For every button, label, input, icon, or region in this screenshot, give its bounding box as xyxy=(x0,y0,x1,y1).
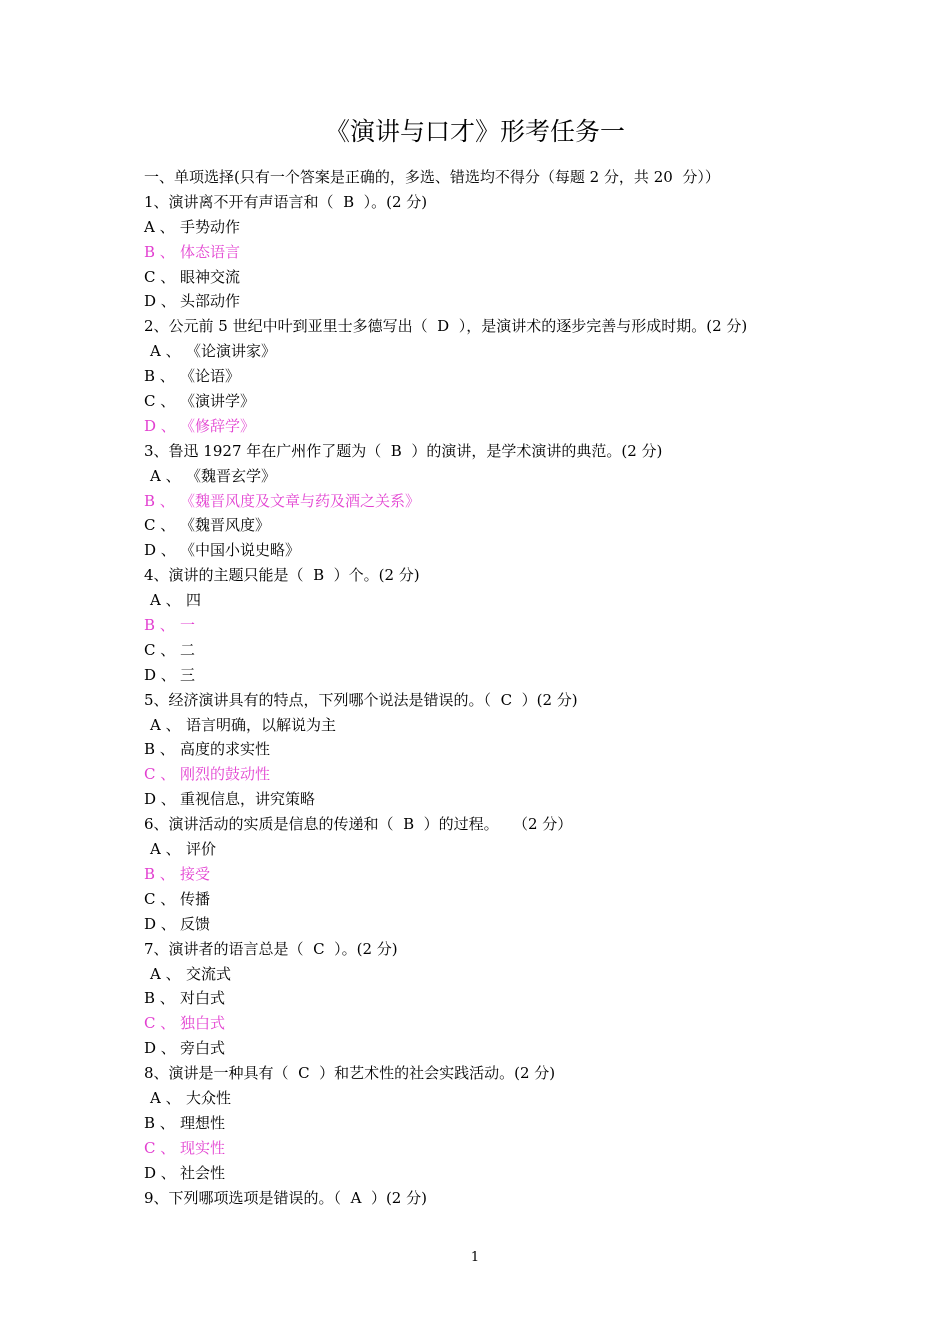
option-text: 《魏晋风度及文章与药及酒之关系》 xyxy=(180,491,421,510)
answer-option xyxy=(144,1036,864,1061)
answer-option xyxy=(144,638,864,663)
option-text: 《中国小说史略》 xyxy=(180,541,301,560)
option-label: C 、 xyxy=(144,640,176,659)
page-number: 1 xyxy=(470,1250,480,1265)
question-text: 3、鲁迅 1927 年在广州作了题为（ B ）的演讲，是学术演讲的典范。(2 分) xyxy=(144,441,663,460)
answer-option xyxy=(144,962,864,987)
option-label: D 、 xyxy=(144,665,176,684)
option-label: B 、 xyxy=(144,989,175,1008)
option-label: A 、 xyxy=(150,342,181,361)
option-text: 四 xyxy=(186,591,202,610)
answer-option-correct xyxy=(144,1011,864,1036)
option-text: 重视信息，讲究策略 xyxy=(180,790,316,809)
question-text: 7、演讲者的语言总是（ C ）。(2 分) xyxy=(144,939,398,958)
answer-option xyxy=(144,713,864,738)
answer-option xyxy=(144,837,864,862)
option-text: 《魏晋玄学》 xyxy=(186,466,277,485)
answer-option xyxy=(144,986,864,1011)
answer-option xyxy=(144,588,864,613)
option-label: B 、 xyxy=(144,864,175,883)
option-text: 《论演讲家》 xyxy=(186,342,277,361)
answer-option xyxy=(144,1111,864,1136)
question-list xyxy=(144,165,864,1210)
answer-option xyxy=(144,339,864,364)
option-label: B 、 xyxy=(144,616,175,635)
answer-option-correct xyxy=(144,762,864,787)
option-text: 头部动作 xyxy=(180,292,241,311)
option-text: 反馈 xyxy=(180,914,211,933)
answer-option xyxy=(144,787,864,812)
answer-option xyxy=(144,513,864,538)
option-label: C 、 xyxy=(144,267,176,286)
option-label: B 、 xyxy=(144,242,175,261)
option-label: B 、 xyxy=(144,367,175,386)
answer-option xyxy=(144,912,864,937)
option-label: D 、 xyxy=(144,541,176,560)
question-text: 2、公元前 5 世纪中叶到亚里士多德写出（ D ），是演讲术的逐步完善与形成时期。(2 分) xyxy=(144,317,748,336)
option-text: 刚烈的鼓动性 xyxy=(180,765,271,784)
option-text: 交流式 xyxy=(186,964,232,983)
option-text: 接受 xyxy=(180,864,211,883)
answer-option xyxy=(144,887,864,912)
answer-option-correct xyxy=(144,1136,864,1161)
option-label: C 、 xyxy=(144,1138,176,1157)
option-text: 语言明确，以解说为主 xyxy=(186,715,337,734)
option-text: 二 xyxy=(180,640,196,659)
answer-option xyxy=(144,215,864,240)
option-label: D 、 xyxy=(144,914,176,933)
answer-option xyxy=(144,1086,864,1111)
option-label: A 、 xyxy=(150,466,181,485)
option-text: 社会性 xyxy=(180,1163,226,1182)
question-text: 5、经济演讲具有的特点，下列哪个说法是错误的。（ C ）(2 分) xyxy=(144,690,578,709)
option-label: D 、 xyxy=(144,1163,176,1182)
answer-option-correct xyxy=(144,613,864,638)
option-label: A 、 xyxy=(150,1088,181,1107)
option-text: 独白式 xyxy=(180,1014,226,1033)
option-label: C 、 xyxy=(144,516,176,535)
option-text: 《修辞学》 xyxy=(180,416,256,435)
section-heading: 一、单项选择(只有一个答案是正确的，多选、错选均不得分（每题 2 分，共 20 分）） xyxy=(144,168,720,186)
question-text: 9、下列哪项选项是错误的。（ A ）(2 分) xyxy=(144,1188,427,1207)
option-label: A 、 xyxy=(150,964,181,983)
answer-option xyxy=(144,538,864,563)
option-label: D 、 xyxy=(144,1039,176,1058)
option-text: 眼神交流 xyxy=(180,267,241,286)
answer-option xyxy=(144,265,864,290)
option-label: D 、 xyxy=(144,292,176,311)
option-label: D 、 xyxy=(144,790,176,809)
option-text: 三 xyxy=(180,665,196,684)
answer-option xyxy=(144,737,864,762)
option-text: 现实性 xyxy=(180,1138,226,1157)
option-text: 《演讲学》 xyxy=(180,392,256,411)
option-text: 大众性 xyxy=(186,1088,232,1107)
answer-option xyxy=(144,289,864,314)
option-label: B 、 xyxy=(144,740,175,759)
option-text: 手势动作 xyxy=(180,217,241,236)
option-text: 体态语言 xyxy=(180,242,241,261)
answer-option xyxy=(144,1161,864,1186)
option-text: 旁白式 xyxy=(180,1039,226,1058)
answer-option xyxy=(144,464,864,489)
option-text: 《魏晋风度》 xyxy=(180,516,271,535)
answer-option xyxy=(144,364,864,389)
option-text: 《论语》 xyxy=(180,367,241,386)
option-text: 一 xyxy=(180,616,196,635)
option-label: C 、 xyxy=(144,765,176,784)
question-text: 8、演讲是一种具有（ C ）和艺术性的社会实践活动。(2 分) xyxy=(144,1064,556,1083)
option-label: C 、 xyxy=(144,889,176,908)
option-label: A 、 xyxy=(150,840,181,859)
question-text: 6、演讲活动的实质是信息的传递和（ B ）的过程。 （2 分） xyxy=(144,815,573,834)
option-label: A 、 xyxy=(144,217,175,236)
question-text: 4、演讲的主题只能是（ B ）个。(2 分) xyxy=(144,566,420,585)
answer-option-correct xyxy=(144,240,864,265)
option-label: B 、 xyxy=(144,491,175,510)
option-label: C 、 xyxy=(144,1014,176,1033)
option-text: 评价 xyxy=(186,840,217,859)
option-label: A 、 xyxy=(150,715,181,734)
document-title: 《演讲与口才》形考任务一 xyxy=(324,117,625,146)
answer-option xyxy=(144,389,864,414)
option-label: B 、 xyxy=(144,1113,175,1132)
answer-option xyxy=(144,663,864,688)
answer-option-correct xyxy=(144,414,864,439)
option-text: 理想性 xyxy=(180,1113,226,1132)
option-text: 对白式 xyxy=(180,989,226,1008)
option-label: C 、 xyxy=(144,392,176,411)
option-label: A 、 xyxy=(150,591,181,610)
question-text: 1、演讲离不开有声语言和（ B ）。(2 分) xyxy=(144,192,428,211)
answer-option-correct xyxy=(144,862,864,887)
option-label: D 、 xyxy=(144,416,176,435)
option-text: 传播 xyxy=(180,889,211,908)
option-text: 高度的求实性 xyxy=(180,740,271,759)
answer-option-correct xyxy=(144,489,864,514)
